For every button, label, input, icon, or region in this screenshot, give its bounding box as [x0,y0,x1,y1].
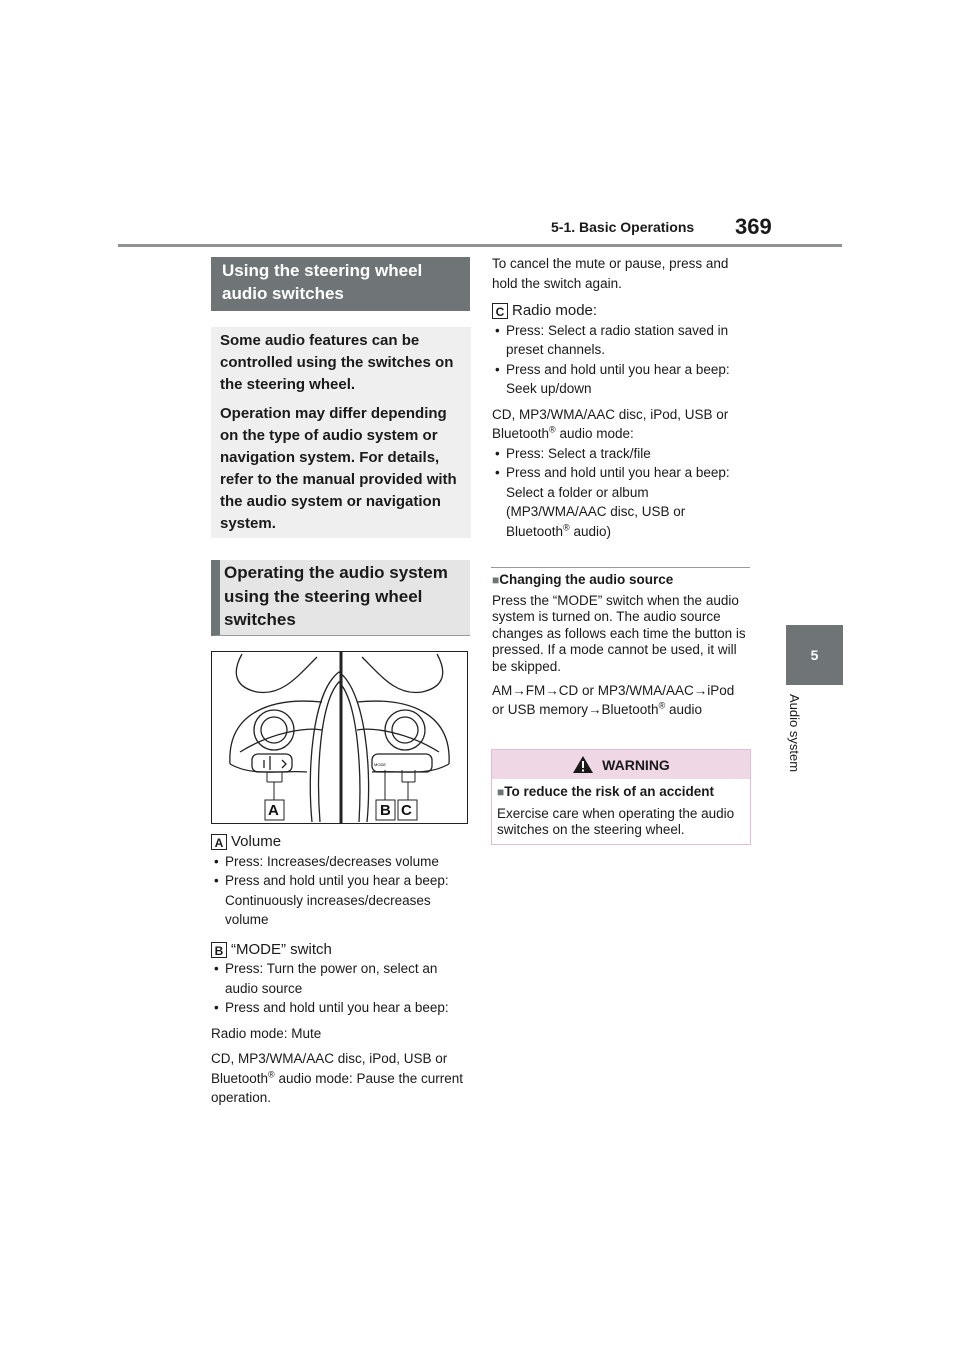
header-rule [118,244,842,247]
registered-mark: ® [549,424,556,435]
warning-triangle-icon [572,755,594,774]
intro-box [211,327,471,538]
warning-header [492,750,750,779]
section-title: 5-1. Basic Operations [551,219,695,235]
label-c: C [492,303,508,319]
illus-label-c: C [401,802,412,819]
cd-mode-text [492,405,750,444]
square-bullet-icon: ■ [497,785,505,799]
pause-text [211,1049,473,1108]
mode-switch-title-text: “MODE” switch [231,940,332,958]
warning-box [491,749,751,845]
page-number: 369 [735,214,772,239]
sequence-text: AM→FM→CD or MP3/WMA/AAC→iPod or USB memory→Bluetooth [492,683,735,717]
list-item: • Press: Select a radio station saved in preset channels. [492,321,750,360]
sequence-tail: audio [665,702,702,717]
illus-label-b: B [380,802,391,819]
chapter-label-text: Audio system [787,694,802,773]
intro-paragraph-2: Operation may differ depending on the type of audio system or navigation system. For details, refer to the manual provided with the audio system or navigation system. [220,405,457,532]
warning-title: WARNING [602,756,670,773]
registered-mark: ® [563,522,570,532]
illus-label-a: A [268,802,279,819]
audio-source-heading-text: Changing the audio source [499,572,674,587]
label-a: A [211,834,227,850]
registered-mark: ® [268,1069,275,1079]
label-b: B [211,942,227,958]
list-item-tail: audio) [569,523,611,539]
audio-source-section [492,572,750,719]
steering-wheel-illustration [211,651,468,824]
radio-mute-text: Radio mode: Mute [211,1025,322,1041]
warning-subheading-text: To reduce the risk of an accident [504,784,715,799]
list-item: • Press: Turn the power on, select an audio source [211,959,473,998]
list-item: • Press and hold until you hear a beep: Seek up/down [492,360,750,399]
volume-title [211,832,473,852]
intro-paragraph-1: Some audio features can be controlled using the switches on the steering wheel. [220,332,454,393]
left-body [211,832,473,1108]
radio-mode-title-text: Radio mode: [512,302,598,319]
steering-wheel-drawing [212,652,467,823]
right-body [492,254,750,541]
warning-text: Exercise care when operating the audio switches on the steering wheel. [497,805,735,837]
list-item: • Press: Increases/decreases volume [211,852,473,872]
list-item: • Press and hold until you hear a beep: [211,998,473,1018]
registered-mark: ® [658,700,666,711]
illus-mode-text: MODE [374,762,386,767]
cd-mode-text-a: CD, MP3/WMA/AAC disc, iPod, USB or Bluetooth [492,406,729,441]
mode-switch-title [211,940,473,960]
divider [491,567,750,568]
warning-body [492,779,750,839]
chapter-label [788,694,804,804]
list-item-text: Press and hold until you hear a beep: Select a folder or album (MP3/WMA/AAC disc, USB or Bluetooth [506,465,730,539]
pause-text-a: CD, MP3/WMA/AAC disc, iPod, USB or Bluetooth [211,1051,448,1086]
square-bullet-icon: ■ [492,573,500,587]
audio-source-sequence [492,681,750,719]
radio-mode-title [492,301,750,321]
pause-text-b: audio mode: Pause the current operation. [211,1070,464,1105]
cd-mode-text-b: audio mode: [555,426,634,441]
warning-subheading [497,784,745,801]
cancel-text: To cancel the mute or pause, press and hold the switch again. [492,256,729,291]
section-heading-steering-switches: Using the steering wheel audio switches [211,257,470,311]
list-item: • Press: Select a track/file [492,444,750,464]
chapter-tab[interactable]: 5 [786,625,843,685]
section-heading-operating: Operating the audio system using the steering wheel switches [211,560,470,636]
audio-source-heading [492,572,750,589]
list-item: • Press and hold until you hear a beep: Continuously increases/decreases volume [211,871,473,930]
list-item [492,463,750,541]
audio-source-text: Press the “MODE” switch when the audio system is turned on. The audio source changes as follows each time the button is pressed. If a mode cannot be used, it will be skipped. [492,592,746,674]
volume-title-text: Volume [231,833,282,850]
